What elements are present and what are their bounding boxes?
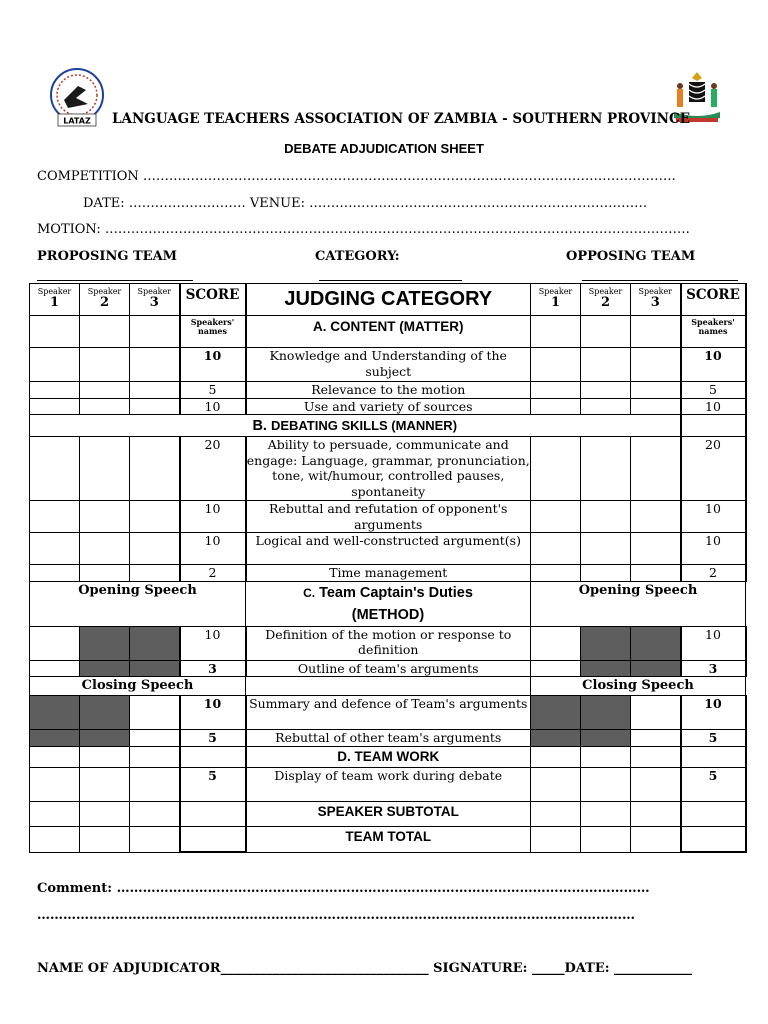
score-cell[interactable] — [130, 746, 180, 767]
opp-name-cell-2[interactable] — [581, 316, 631, 348]
score-cell[interactable] — [30, 348, 80, 382]
score-cell[interactable] — [30, 660, 80, 677]
max-score: 10 — [681, 501, 746, 533]
section-a-row — [30, 316, 746, 348]
opp-speaker-1-header: Speaker 1 — [531, 284, 581, 316]
shaded-cell — [80, 660, 130, 677]
score-cell[interactable] — [130, 398, 180, 415]
max-score: 10 — [681, 398, 746, 415]
section-d-heading: D. TEAM WORK — [246, 746, 531, 767]
score-cell[interactable] — [80, 746, 130, 767]
score-cell[interactable] — [631, 398, 681, 415]
section-c-row — [30, 581, 746, 626]
score-cell[interactable] — [631, 746, 681, 767]
opposing-team-label: OPPOSING TEAM — [566, 249, 696, 264]
total-cell[interactable] — [130, 826, 180, 852]
opp-name-cell-1[interactable] — [531, 316, 581, 348]
score-cell[interactable] — [130, 533, 180, 565]
subtotal-cell[interactable] — [180, 801, 246, 826]
table-row — [30, 533, 746, 565]
score-cell[interactable] — [130, 730, 180, 747]
subtotal-cell[interactable] — [30, 801, 80, 826]
proposing-team-input[interactable] — [37, 280, 193, 281]
criterion-text: Logical and well-constructed argument(s) — [246, 533, 531, 565]
total-cell[interactable] — [681, 826, 746, 852]
opp-closing-speech-label: Closing Speech — [531, 677, 746, 696]
subtotal-cell[interactable] — [631, 801, 681, 826]
criterion-text: Use and variety of sources — [246, 398, 531, 415]
sheet-title: DEBATE ADJUDICATION SHEET — [284, 141, 484, 156]
table-row — [30, 437, 746, 501]
prop-score-header: SCORE — [180, 284, 246, 316]
score-cell[interactable] — [631, 565, 681, 582]
competition-field[interactable]: COMPETITION …………………………………………………………………………………………………………… — [37, 169, 676, 184]
shaded-cell — [581, 696, 631, 730]
score-cell[interactable] — [581, 565, 631, 582]
score-cell[interactable] — [581, 382, 631, 399]
team-total-row — [30, 826, 746, 852]
score-cell[interactable] — [130, 382, 180, 399]
score-cell[interactable] — [80, 533, 130, 565]
max-score: 10 — [681, 696, 746, 730]
score-cell[interactable] — [30, 437, 80, 501]
shaded-cell — [631, 660, 681, 677]
shaded-cell — [631, 626, 681, 660]
score-cell[interactable] — [531, 348, 581, 382]
prop-opening-speech-label: Opening Speech — [30, 581, 246, 626]
score-cell[interactable] — [80, 437, 130, 501]
table-header-row — [30, 284, 746, 316]
shaded-cell — [30, 696, 80, 730]
criterion-text: Summary and defence of Team's arguments — [246, 696, 531, 730]
section-a-heading: A. CONTENT (MATTER) — [246, 316, 531, 348]
score-cell[interactable] — [130, 501, 180, 533]
section-c-heading: C. Team Captain's Duties (METHOD) — [246, 581, 531, 626]
table-row — [30, 730, 746, 747]
adjudication-table — [29, 283, 747, 853]
max-score: 10 — [180, 626, 246, 660]
score-cell[interactable] — [130, 696, 180, 730]
score-cell[interactable] — [30, 767, 80, 801]
max-score: 10 — [681, 626, 746, 660]
score-cell[interactable] — [531, 398, 581, 415]
section-b-heading: B. DEBATING SKILLS (MANNER) — [30, 415, 681, 437]
opp-score-header: SCORE — [681, 284, 746, 316]
score-cell[interactable] — [531, 746, 581, 767]
judging-category-header: JUDGING CATEGORY — [246, 284, 531, 316]
score-cell[interactable] — [80, 767, 130, 801]
opp-speakers-names-label: Speakers' names — [681, 316, 746, 348]
section-d-score-blank — [180, 746, 246, 767]
opp-speaker-3-header: Speaker 3 — [631, 284, 681, 316]
max-score: 10 — [180, 501, 246, 533]
score-cell[interactable] — [30, 533, 80, 565]
score-cell[interactable] — [531, 501, 581, 533]
subtotal-cell[interactable] — [531, 801, 581, 826]
table-row — [30, 660, 746, 677]
table-row — [30, 696, 746, 730]
score-cell[interactable] — [30, 501, 80, 533]
score-cell[interactable] — [30, 626, 80, 660]
category-input[interactable] — [319, 280, 462, 281]
score-cell[interactable] — [80, 382, 130, 399]
criterion-text: Ability to persuade, communicate and engage: Language, grammar, pronunciation, tone, wit/humour, controlled pauses, spontaneity — [246, 437, 530, 499]
lataz-logo-text: LATAZ — [63, 116, 91, 126]
score-cell[interactable] — [531, 626, 581, 660]
max-score: 2 — [681, 565, 746, 582]
table-row — [30, 348, 746, 382]
criterion-text: Display of team work during debate — [246, 767, 531, 801]
score-cell[interactable] — [130, 565, 180, 582]
prop-speaker-3-header: Speaker 3 — [130, 284, 180, 316]
table-row — [30, 501, 746, 533]
score-cell[interactable] — [30, 565, 80, 582]
table-row — [30, 626, 746, 660]
shaded-cell — [80, 626, 130, 660]
score-cell[interactable] — [581, 348, 631, 382]
table-row — [30, 398, 746, 415]
subtotal-cell[interactable] — [681, 801, 746, 826]
score-cell[interactable] — [80, 501, 130, 533]
max-score: 5 — [681, 730, 746, 747]
max-score: 20 — [681, 437, 746, 501]
shaded-cell — [130, 660, 180, 677]
score-cell[interactable] — [130, 437, 180, 501]
prop-name-cell-3[interactable] — [130, 316, 180, 348]
shaded-cell — [581, 730, 631, 747]
section-d-row — [30, 746, 746, 767]
prop-speakers-names-label: Speakers' names — [180, 316, 246, 348]
max-score: 10 — [180, 398, 246, 415]
total-cell[interactable] — [30, 826, 80, 852]
criterion-text: Relevance to the motion — [246, 382, 531, 399]
total-cell[interactable] — [80, 826, 130, 852]
max-score: 10 — [681, 533, 746, 565]
criterion-text: Knowledge and Understanding of the subject — [246, 348, 531, 382]
max-score: 2 — [180, 565, 246, 582]
table-row — [30, 565, 746, 582]
score-cell[interactable] — [631, 730, 681, 747]
max-score: 10 — [180, 696, 246, 730]
criterion-text: Outline of team's arguments — [246, 660, 531, 677]
section-d-score-blank — [681, 746, 746, 767]
max-score: 5 — [681, 767, 746, 801]
score-cell[interactable] — [30, 398, 80, 415]
comment-field-line-2[interactable]: ………………………………………………………………………………………………………………………… — [37, 908, 635, 923]
opp-opening-speech-label: Opening Speech — [531, 581, 746, 626]
score-cell[interactable] — [531, 437, 581, 501]
score-cell[interactable] — [631, 437, 681, 501]
score-cell[interactable] — [531, 382, 581, 399]
score-cell[interactable] — [581, 746, 631, 767]
adjudicator-signature-line[interactable]: NAME OF ADJUDICATOR________________________________ SIGNATURE: _____DATE: ____________ — [37, 961, 693, 976]
subtotal-cell[interactable] — [130, 801, 180, 826]
score-cell[interactable] — [531, 565, 581, 582]
score-cell[interactable] — [130, 348, 180, 382]
score-cell[interactable] — [581, 437, 631, 501]
closing-speech-row — [30, 677, 746, 696]
shaded-cell — [80, 696, 130, 730]
max-score: 5 — [180, 382, 246, 399]
shaded-cell — [581, 626, 631, 660]
score-cell[interactable] — [531, 767, 581, 801]
max-score: 10 — [681, 348, 746, 382]
max-score: 10 — [180, 533, 246, 565]
shaded-cell — [30, 730, 80, 747]
score-cell[interactable] — [531, 533, 581, 565]
score-cell[interactable] — [631, 696, 681, 730]
score-cell[interactable] — [30, 746, 80, 767]
shaded-cell — [531, 696, 581, 730]
table-row — [30, 382, 746, 399]
lataz-logo — [48, 68, 106, 132]
table-row — [30, 767, 746, 801]
max-score: 3 — [180, 660, 246, 677]
score-cell[interactable] — [631, 767, 681, 801]
score-cell[interactable] — [581, 767, 631, 801]
prop-name-cell-1[interactable] — [30, 316, 80, 348]
criterion-text: Rebuttal of other team's arguments — [246, 730, 531, 747]
score-cell[interactable] — [581, 501, 631, 533]
criterion-text: Rebuttal and refutation of opponent's arguments — [246, 501, 531, 533]
score-cell[interactable] — [30, 382, 80, 399]
motion-field[interactable]: MOTION: ……………………………………………………………………………………………………………………… — [37, 222, 690, 237]
score-cell[interactable] — [80, 565, 130, 582]
team-total-label: TEAM TOTAL — [246, 826, 531, 852]
score-cell[interactable] — [631, 348, 681, 382]
total-cell[interactable] — [531, 826, 581, 852]
opposing-team-input[interactable] — [582, 280, 738, 281]
max-score: 20 — [180, 437, 246, 501]
max-score: 5 — [681, 382, 746, 399]
score-cell[interactable] — [80, 348, 130, 382]
date-venue-field[interactable]: DATE: ……………………… VENUE: …………………………………………………………………… — [83, 196, 648, 211]
closing-speech-blank — [246, 677, 531, 696]
prop-closing-speech-label: Closing Speech — [30, 677, 246, 696]
section-b-score-blank — [681, 415, 746, 437]
opp-speaker-2-header: Speaker 2 — [581, 284, 631, 316]
max-score: 5 — [180, 767, 246, 801]
shaded-cell — [130, 626, 180, 660]
organisation-name: LANGUAGE TEACHERS ASSOCIATION OF ZAMBIA - SOUTHERN PROVINCE — [112, 111, 691, 127]
opp-name-cell-3[interactable] — [631, 316, 681, 348]
score-cell[interactable] — [531, 660, 581, 677]
shaded-cell — [531, 730, 581, 747]
total-cell[interactable] — [180, 826, 246, 852]
subtotal-cell[interactable] — [581, 801, 631, 826]
score-cell[interactable] — [130, 767, 180, 801]
shaded-cell — [80, 730, 130, 747]
criterion-text: Definition of the motion or response to definition — [246, 626, 531, 660]
score-cell[interactable] — [631, 501, 681, 533]
proposing-team-label: PROPOSING TEAM — [37, 249, 178, 264]
score-cell[interactable] — [631, 533, 681, 565]
category-label: CATEGORY: — [315, 249, 400, 264]
score-cell[interactable] — [581, 533, 631, 565]
total-cell[interactable] — [631, 826, 681, 852]
comment-field[interactable]: Comment: …………………………………………………………………………………………………………… — [37, 881, 650, 896]
score-cell[interactable] — [631, 382, 681, 399]
shaded-cell — [581, 660, 631, 677]
max-score: 5 — [180, 730, 246, 747]
score-cell[interactable] — [80, 398, 130, 415]
criterion-text: Time management — [246, 565, 531, 582]
score-cell[interactable] — [581, 398, 631, 415]
prop-name-cell-2[interactable] — [80, 316, 130, 348]
section-b-row — [30, 415, 746, 437]
prop-speaker-1-header: Speaker 1 — [30, 284, 80, 316]
speaker-subtotal-label: SPEAKER SUBTOTAL — [246, 801, 531, 826]
total-cell[interactable] — [581, 826, 631, 852]
max-score: 3 — [681, 660, 746, 677]
max-score: 10 — [180, 348, 246, 382]
subtotal-cell[interactable] — [80, 801, 130, 826]
prop-speaker-2-header: Speaker 2 — [80, 284, 130, 316]
speaker-subtotal-row — [30, 801, 746, 826]
